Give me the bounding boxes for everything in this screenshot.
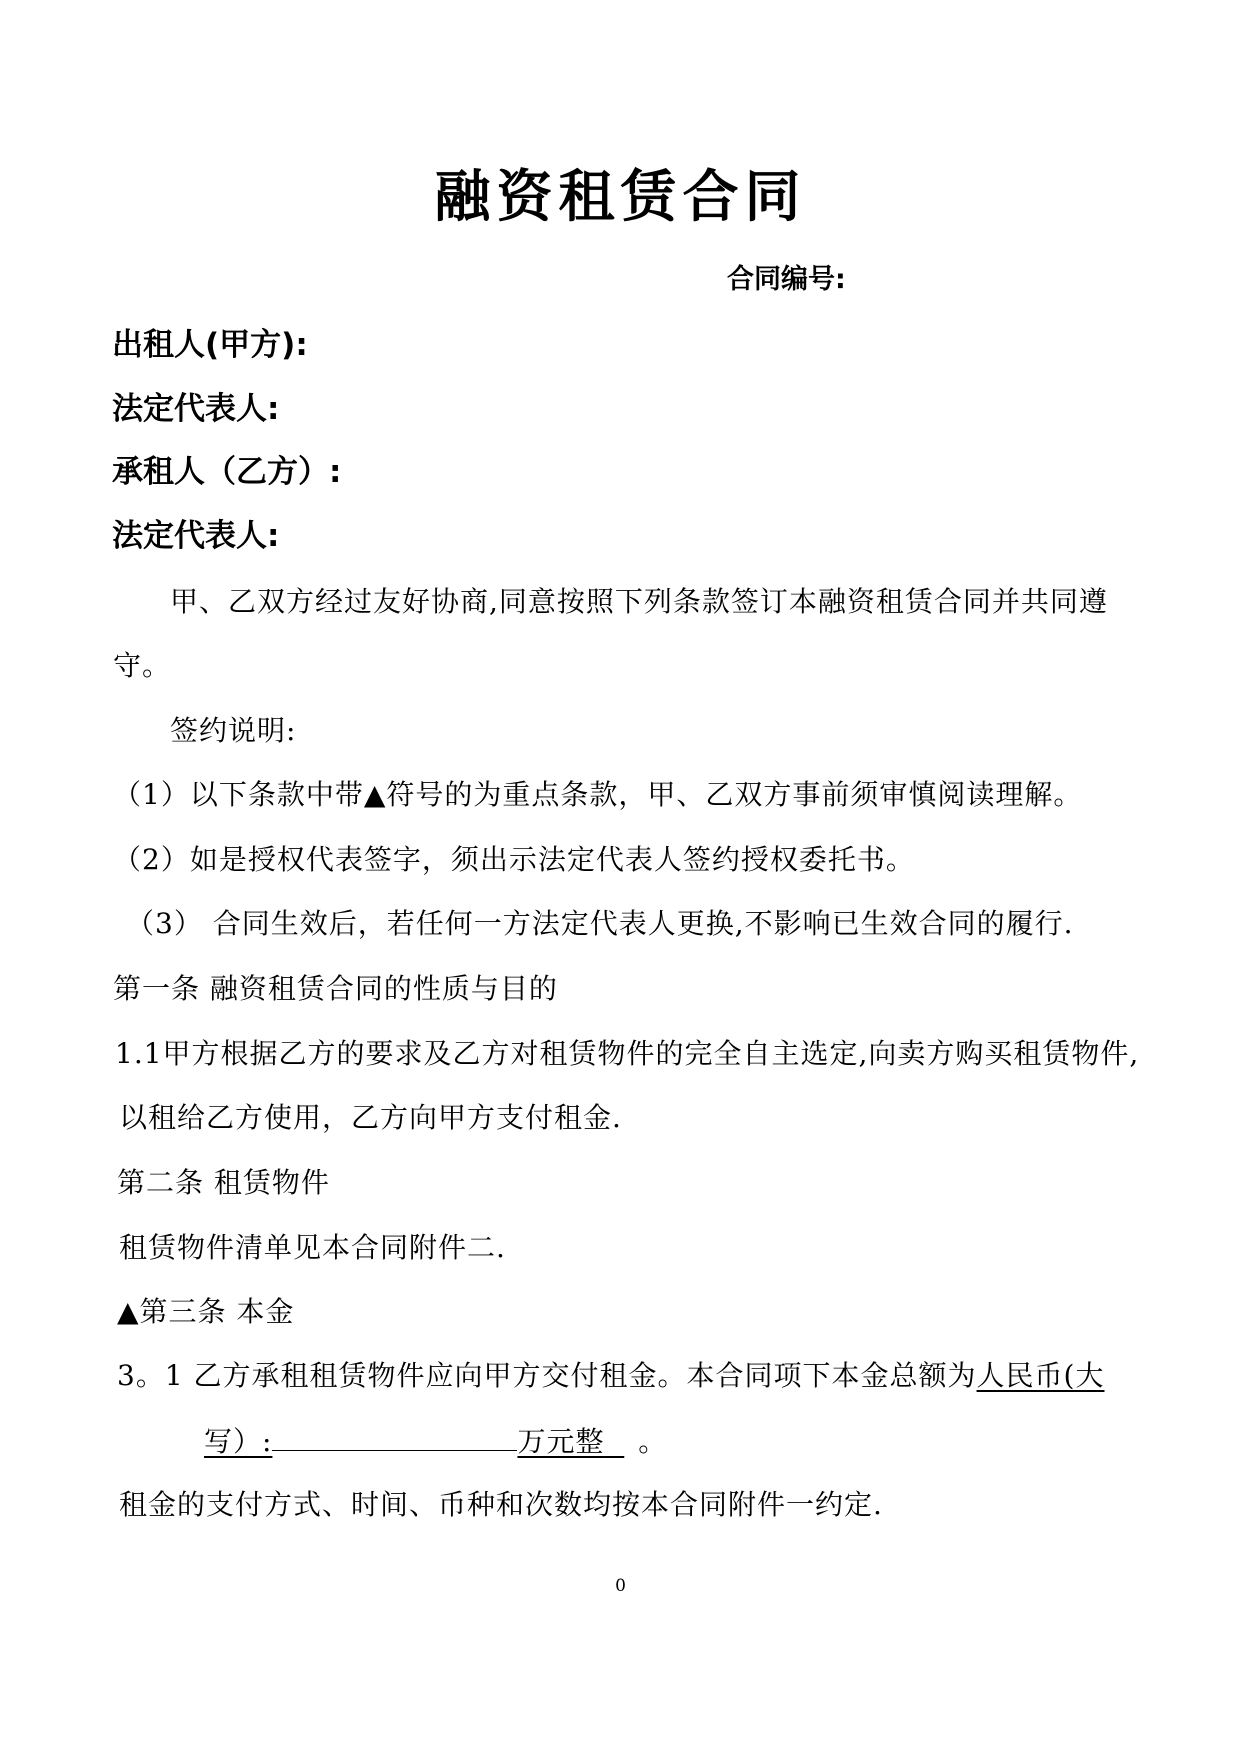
document-title: 融资租赁合同 [434,165,807,230]
principal-amount-unit: 万元整 [517,1425,605,1458]
contract-number-label: 合同编号: [727,264,846,295]
preamble-line-1: 甲、乙双方经过友好协商,同意按照下列条款签订本融资租赁合同并共同遵 [170,585,1108,618]
signing-note-3: （3） 合同生效后，若任何一方法定代表人更换,不影响已生效合同的履行. [126,907,1074,940]
signing-notes-heading: 签约说明: [170,714,297,747]
article-1-clause-line-1: 1.1甲方根据乙方的要求及乙方对租赁物件的完全自主选定,向卖方购买租赁物件, [115,1037,1140,1070]
article-3-clause-line-2 [204,1426,667,1456]
article-3-clause-line-3: 租金的支付方式、时间、币种和次数均按本合同附件一约定. [119,1488,883,1521]
article-2-heading: 第二条 租赁物件 [117,1166,330,1199]
signing-note-1: （1）以下条款中带▲符号的为重点条款，甲、乙双方事前须审慎阅读理解。 [113,778,1083,811]
article-2-clause: 租赁物件清单见本合同附件二. [119,1231,506,1264]
preamble-line-2: 守。 [113,649,172,682]
principal-amount-label: 写）: [204,1425,273,1458]
principal-amount-blank [272,1426,517,1451]
signing-note-2: （2）如是授权代表签字，须出示法定代表人签约授权委托书。 [113,843,915,876]
page-number: 0 [615,1576,626,1596]
article-3-clause-text: 3。1 乙方承租租赁物件应向甲方交付租金。本合同项下本金总额为 [117,1359,977,1392]
article-3-heading: ▲第三条 本金 [117,1295,295,1328]
article-3-clause-line-1 [117,1359,1105,1392]
lessee-representative-label: 法定代表人: [112,518,280,554]
lessor-representative-label: 法定代表人: [112,391,280,427]
lessor-label: 出租人(甲方): [112,327,308,363]
article-1-clause-line-2: 以租给乙方使用，乙方向甲方支付租金. [119,1101,622,1134]
principal-amount-end-mark: 。 [638,1425,668,1458]
principal-currency-underlined: 人民币(大 [976,1359,1105,1392]
article-1-heading: 第一条 融资租赁合同的性质与目的 [113,972,558,1005]
lessee-label: 承租人（乙方）: [112,454,342,490]
